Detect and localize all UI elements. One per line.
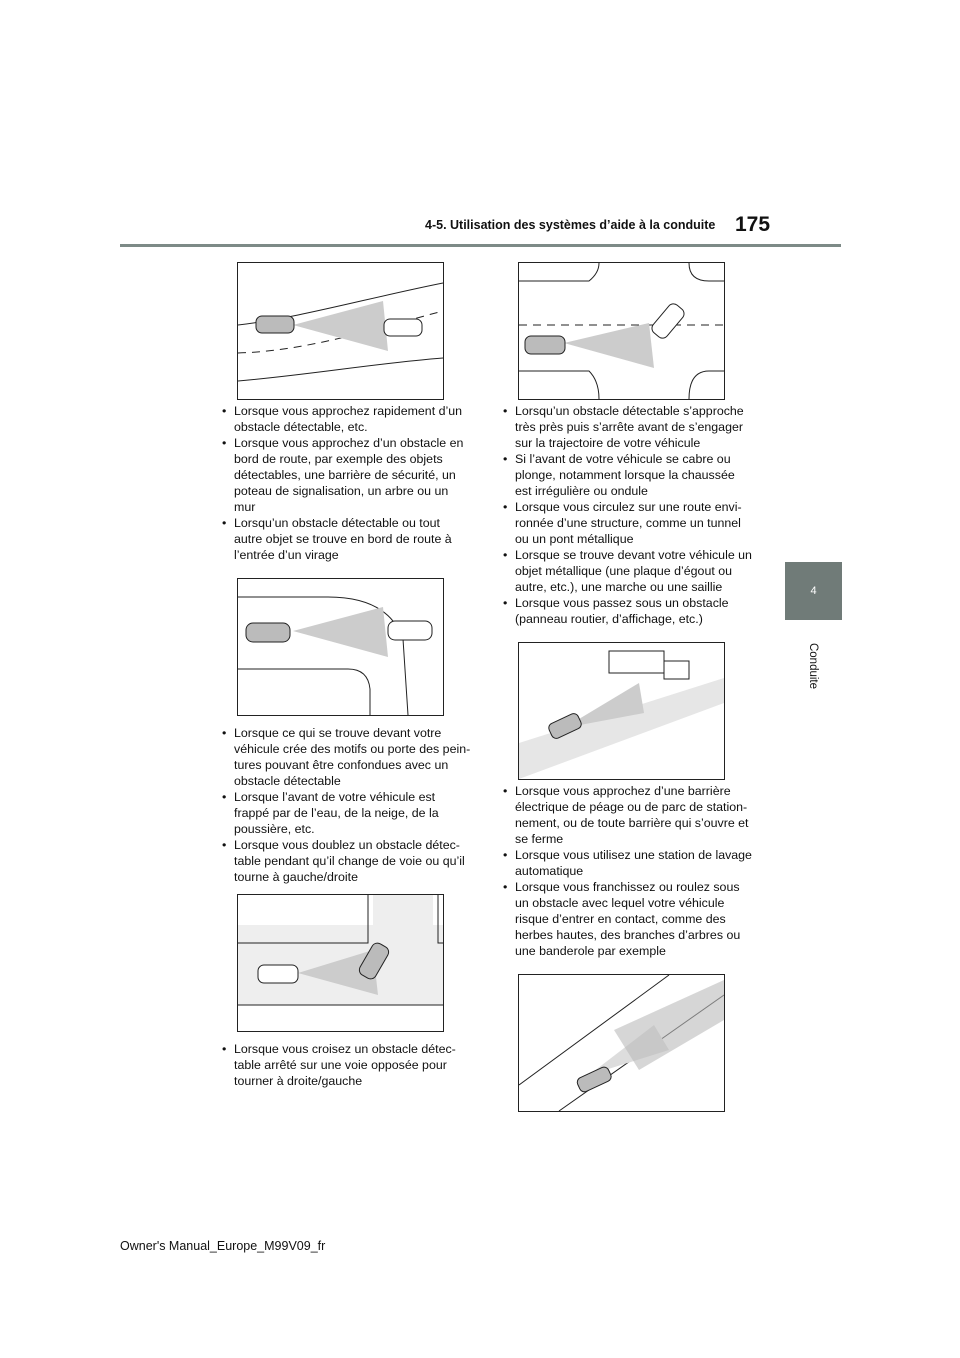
bullet-line: véhicule crée des motifs ou porte des pein-	[234, 742, 471, 756]
bullet-line: poussière, etc.	[234, 822, 315, 836]
bullet-line: électrique de péage ou de parc de station-	[515, 800, 748, 814]
bullet-line: détectables, une barrière de sécurité, un	[234, 468, 456, 482]
bullet-line: est irrégulière ou ondule	[515, 484, 648, 498]
left-text-block-3	[222, 1041, 462, 1089]
bullet-line: risque d’entrer en contact, comme des	[515, 912, 726, 926]
page-number: 175	[735, 213, 771, 236]
bullet-line: tourne à gauche/droite	[234, 870, 358, 884]
bullet-line: • Lorsque vous passez sous un obstacle	[515, 596, 729, 610]
figure-overhead-sign	[518, 642, 725, 780]
bullet-line: autre, etc.), une marche ou une saillie	[515, 580, 723, 594]
bullet-line: herbes hautes, des branches d’arbres ou	[515, 928, 741, 942]
bullet-line: table arrêté sur une voie opposée pour	[234, 1058, 447, 1072]
bullet-line: table pendant qu’il change de voie ou qu’il	[234, 854, 465, 868]
bullet-item	[503, 547, 763, 595]
bullet-line: • Lorsque vous approchez rapidement d’un	[234, 404, 462, 418]
bullet-line: • Lorsqu’un obstacle détectable ou tout	[234, 516, 440, 530]
bullet-line: tourner à droite/gauche	[234, 1074, 363, 1088]
bullet-line: plonge, notamment lorsque la chaussée	[515, 468, 735, 482]
bullet-line: • Lorsque ce qui se trouve devant votre	[234, 726, 442, 740]
bullet-item	[503, 451, 763, 499]
bullet-item	[222, 515, 462, 563]
bullet-item	[222, 837, 465, 885]
bullet-line: automatique	[515, 864, 584, 878]
bullet-item	[222, 403, 462, 435]
bullet-line: une banderole par exemple	[515, 944, 666, 958]
bullet-item	[503, 879, 763, 959]
figure-road-curve-entry	[237, 578, 444, 716]
bullet-line: • Si l’avant de votre véhicule se cabre ou	[515, 452, 731, 466]
bullet-item	[503, 847, 763, 879]
bullet-line: • Lorsque vous croisez un obstacle détec-	[234, 1042, 456, 1056]
figure-oncoming-turn	[237, 894, 444, 1032]
bullet-line: l’entrée d’un virage	[234, 548, 339, 562]
bullet-line: nement, ou de toute barrière qui s’ouvre et	[515, 816, 749, 830]
left-text-block-2	[222, 725, 471, 885]
bullet-line: obstacle détectable	[234, 774, 341, 788]
figure-intersection	[518, 262, 725, 400]
bullet-item	[222, 435, 462, 515]
bullet-line: objet métallique (une plaque d’égout ou	[515, 564, 732, 578]
right-text-block-1	[503, 403, 763, 627]
header-rule	[120, 244, 841, 247]
bullet-line: se ferme	[515, 832, 564, 846]
bullet-item	[503, 595, 763, 627]
right-text-block-2	[503, 783, 763, 959]
bullet-line: ronnée d’une structure, comme un tunnel	[515, 516, 741, 530]
left-text-block-1	[222, 403, 462, 563]
bullet-line: • Lorsque vous franchissez ou roulez sous	[515, 880, 740, 894]
bullet-line: (panneau routier, d’affichage, etc.)	[515, 612, 703, 626]
bullet-line: • Lorsque vous approchez d’un obstacle en	[234, 436, 464, 450]
bullet-line: • Lorsque vous approchez d’une barrière	[515, 784, 731, 798]
bullet-line: un obstacle avec lequel votre véhicule	[515, 896, 725, 910]
bullet-line: • Lorsqu’un obstacle détectable s’approche	[515, 404, 744, 418]
bullet-line: • Lorsque vous circulez sur une route envi-	[515, 500, 742, 514]
bullet-line: obstacle détectable, etc.	[234, 420, 368, 434]
figure-tall-grass	[518, 974, 725, 1112]
bullet-line: bord de route, par exemple des objets	[234, 452, 443, 466]
chapter-number: 4	[810, 585, 817, 597]
bullet-line: • Lorsque vous doublez un obstacle détec-	[234, 838, 460, 852]
bullet-line: poteau de signalisation, un arbre ou un	[234, 484, 449, 498]
bullet-line: très près puis s’arrête avant de s’engager	[515, 420, 743, 434]
bullet-item	[503, 499, 763, 547]
bullet-item	[503, 403, 763, 451]
bullet-line: • Lorsque vous utilisez une station de lavage	[515, 848, 752, 862]
chapter-tab[interactable]	[785, 562, 842, 620]
bullet-line: tures pouvant être confondues avec un	[234, 758, 449, 772]
bullet-line: frappé par de l’eau, de la neige, de la	[234, 806, 439, 820]
bullet-line: • Lorsque se trouve devant votre véhicule un	[515, 548, 752, 562]
bullet-line: ou un pont métallique	[515, 532, 634, 546]
bullet-item	[222, 789, 462, 837]
footer-doc-id: Owner's Manual_Europe_M99V09_fr	[120, 1239, 326, 1253]
bullet-item	[503, 783, 763, 847]
chapter-label: Conduite	[807, 642, 819, 690]
bullet-line: sur la trajectoire de votre véhicule	[515, 436, 701, 450]
bullet-line: mur	[234, 500, 256, 514]
bullet-line: autre objet se trouve en bord de route à	[234, 532, 452, 546]
bullet-item	[222, 1041, 462, 1089]
bullet-line: • Lorsque l’avant de votre véhicule est	[234, 790, 436, 804]
bullet-item	[222, 725, 471, 789]
figure-curved-road	[237, 262, 444, 400]
section-title: 4-5. Utilisation des systèmes d’aide à la conduite	[425, 218, 716, 232]
